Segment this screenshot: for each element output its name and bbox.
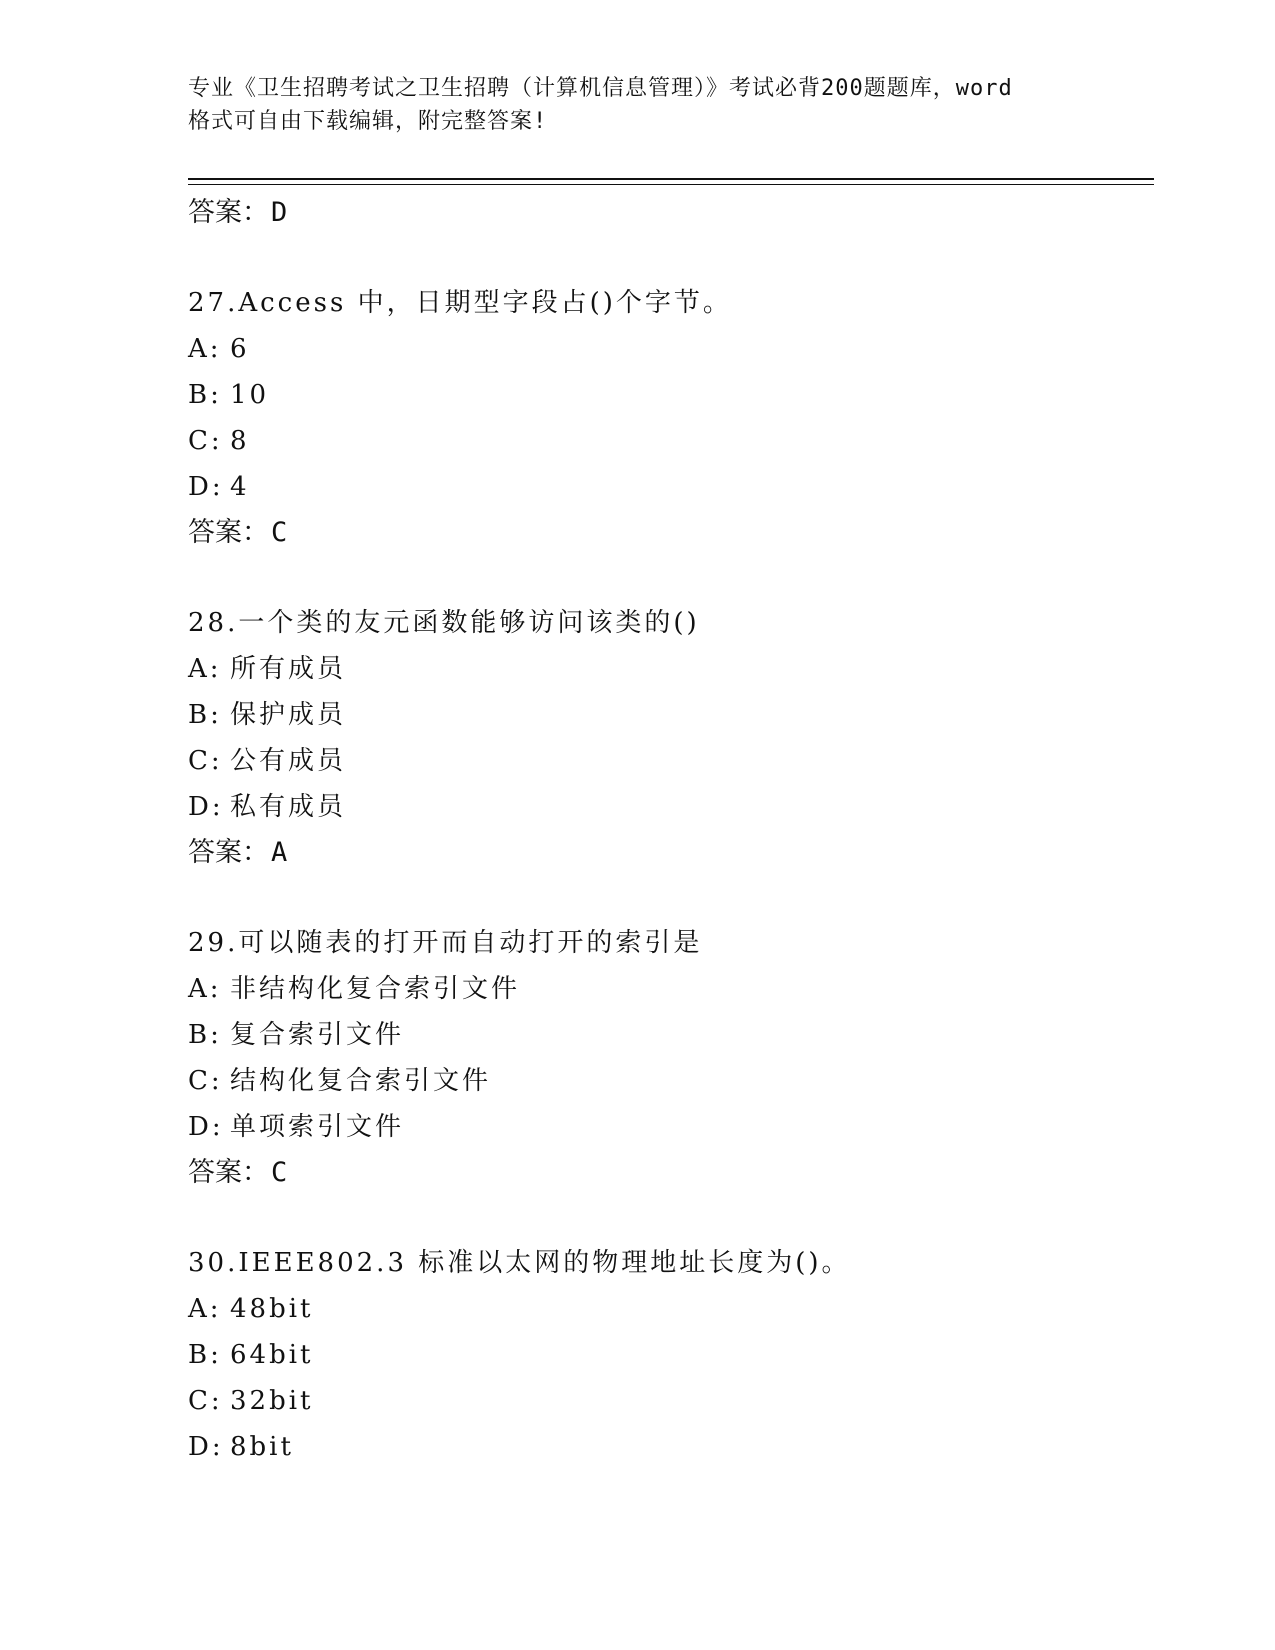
header-line-1: 专业《卫生招聘考试之卫生招聘（计算机信息管理）》考试必背200题题库，word [188,76,1013,101]
question-text: 29.可以随表的打开而自动打开的索引是 [188,928,703,958]
option-b [188,1332,1154,1378]
option-a [188,1286,1154,1332]
question-text: 27.Access 中，日期型字段占()个字节。 [188,288,732,318]
option-c [188,1378,1154,1424]
option-label: A: [188,1294,222,1324]
option-text: 单项索引文件 [230,1112,405,1142]
header-line-2: 格式可自由下载编辑，附完整答案! [188,109,548,134]
option-d [188,1424,1154,1470]
answer-line [188,190,1154,236]
option-label: B: [188,1020,222,1050]
option-d [188,1104,1154,1150]
option-text: 私有成员 [230,792,347,822]
option-label: D: [188,792,224,822]
option-d [188,464,1154,510]
answer-line [188,510,1154,556]
document-body [188,190,1154,1470]
option-label: B: [188,380,222,410]
option-c [188,418,1154,464]
option-label: B: [188,1340,222,1370]
spacer [188,1196,1154,1240]
answer-label: 答案： [188,517,269,548]
option-text: 32bit [230,1386,314,1416]
answer-line [188,1150,1154,1196]
option-text: 8 [230,426,250,456]
option-text: 6 [230,334,250,364]
answer-label: 答案： [188,197,269,228]
option-b [188,372,1154,418]
option-text: 结构化复合索引文件 [230,1066,492,1096]
header-divider-thin [188,184,1154,185]
option-b [188,692,1154,738]
header-divider-thick [188,178,1154,180]
option-text: 保护成员 [230,700,347,730]
option-text: 复合索引文件 [230,1020,405,1050]
option-a [188,326,1154,372]
option-text: 公有成员 [230,746,347,776]
option-label: D: [188,1432,224,1462]
question-block [188,280,1154,556]
answer-line [188,830,1154,876]
option-b [188,1012,1154,1058]
option-label: D: [188,472,224,502]
document-header [188,72,1088,138]
option-a [188,966,1154,1012]
answer-label: 答案： [188,837,269,868]
option-label: C: [188,1066,223,1096]
option-d [188,784,1154,830]
answer-value: A [271,837,288,868]
question-text: 28.一个类的友元函数能够访问该类的() [188,608,700,638]
option-label: C: [188,1386,223,1416]
option-text: 8bit [230,1432,294,1462]
option-text: 64bit [230,1340,314,1370]
answer-label: 答案： [188,1157,269,1188]
question-block [188,600,1154,876]
option-label: C: [188,746,223,776]
option-label: B: [188,700,222,730]
option-text: 48bit [230,1294,314,1324]
spacer [188,876,1154,920]
option-label: D: [188,1112,224,1142]
spacer [188,236,1154,280]
option-text: 4 [230,472,250,502]
option-text: 所有成员 [230,654,347,684]
option-label: C: [188,426,223,456]
option-c [188,1058,1154,1104]
option-c [188,738,1154,784]
option-label: A: [188,974,222,1004]
question-block [188,1240,1154,1470]
option-a [188,646,1154,692]
question-block [188,920,1154,1196]
option-text: 非结构化复合索引文件 [230,974,521,1004]
option-text: 10 [230,380,270,410]
answer-value: C [271,517,288,548]
answer-value: D [271,197,288,228]
option-label: A: [188,654,222,684]
spacer [188,556,1154,600]
question-text: 30.IEEE802.3 标准以太网的物理地址长度为()。 [188,1248,851,1278]
option-label: A: [188,334,222,364]
answer-value: C [271,1157,288,1188]
